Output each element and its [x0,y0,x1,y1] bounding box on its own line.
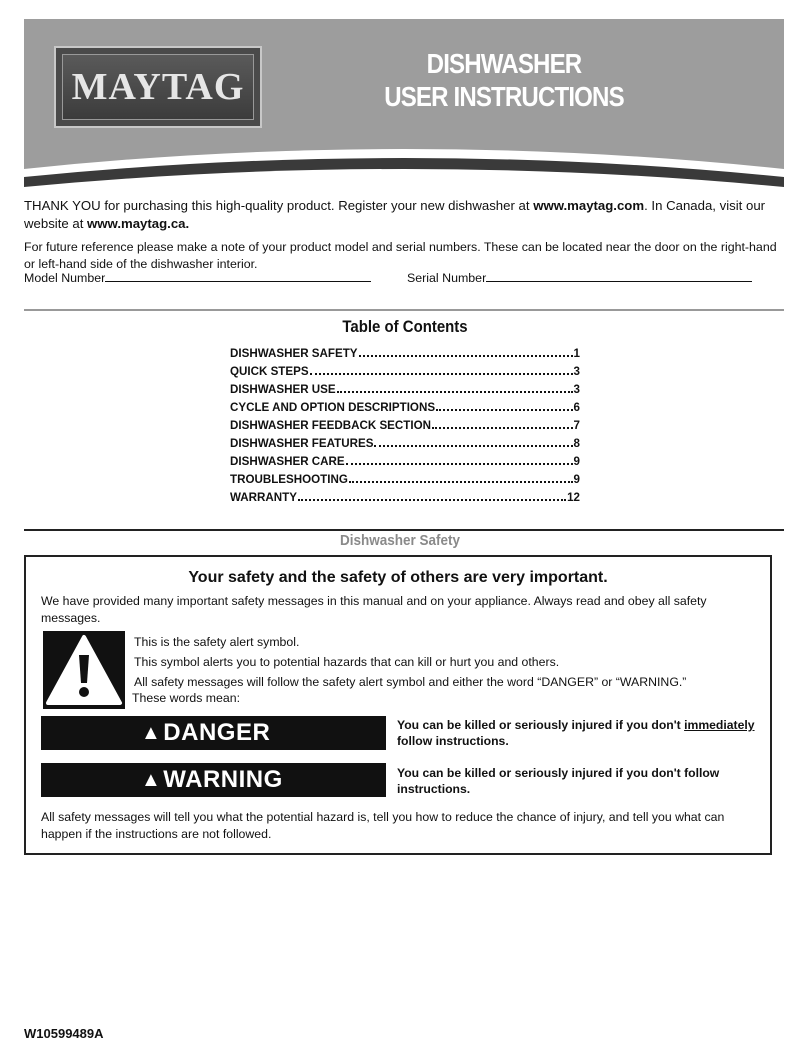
toc-item-label: DISHWASHER CARE [230,455,345,468]
symbol-line-4: These words mean: [132,691,240,705]
toc-leader-dots [359,355,573,357]
toc-item-label: DISHWASHER SAFETY [230,347,358,360]
thanks-middle-text: . In Canada, visit our website at [24,198,766,231]
toc-item-label: DISHWASHER FEATURES [230,437,374,450]
safety-intro: We have provided many important safety messages in this manual and on your appliance. Always read and obey all safety messages. [41,594,707,625]
toc-leader-dots [346,463,573,465]
serial-number-line[interactable] [486,269,752,282]
toc-leader-dots [337,391,573,393]
title-line-1: DISHWASHER [426,48,582,79]
warning-banner [41,763,386,797]
document-code: W10599489A [24,1026,104,1041]
model-number-line[interactable] [105,269,371,282]
danger-label: DANGER [163,719,271,746]
toc-item-label: WARRANTY [230,491,297,504]
toc-item-page: 9 [573,473,580,486]
toc-item-page: 7 [573,419,580,432]
maytag-com-link[interactable]: www.maytag.com [533,198,645,213]
toc-item-page: 8 [573,437,580,450]
header-banner [24,19,784,193]
warning-triangle-icon: ▲ [141,721,162,744]
symbol-line-3: All safety messages will follow the safety alert symbol and either the word “DANGER” or “WARNING.” [134,675,687,689]
danger-description [397,717,767,749]
toc-item[interactable] [230,342,580,360]
model-number-field[interactable] [24,269,371,285]
toc-leader-dots [349,481,573,483]
document-title [375,47,633,113]
toc-leader-dots [436,409,572,411]
toc-leader-dots [374,445,572,447]
warning-triangle-icon: ▲ [141,768,162,791]
toc-leader-dots [310,373,573,375]
symbol-line-2: This symbol alerts you to potential hazards that can kill or hurt you and others. [134,655,560,669]
thanks-text: THANK YOU for purchasing this high-quality product. Register your new dishwasher at [24,198,534,213]
warning-description: You can be killed or seriously injured if you don't follow instructions. [397,766,720,796]
toc-item[interactable] [230,414,580,432]
serial-number-field[interactable] [407,269,752,285]
danger-text: You can be killed or seriously injured if you don't [397,718,685,732]
maytag-logo [54,46,262,128]
toc-item-page: 6 [573,401,580,414]
toc-item-page: 3 [573,383,580,396]
toc-item-label: TROUBLESHOOTING [230,473,348,486]
toc-item[interactable] [230,468,580,486]
safety-closing: All safety messages will tell you what the potential hazard is, tell you how to reduce the chance of injury, and tell you what can happen if the instructions are not followed. [41,810,725,841]
toc-item[interactable] [230,396,580,414]
danger-emphasis: immediately [684,718,755,732]
toc-item-label: CYCLE AND OPTION DESCRIPTIONS [230,401,436,414]
toc-item-page: 9 [573,455,580,468]
model-number-label: Model Number [24,271,106,285]
safety-heading: Your safety and the safety of others are very important. [188,569,608,586]
safety-box [24,555,772,855]
danger-text-end: follow instructions. [397,734,509,748]
serial-number-label: Serial Number [407,271,487,285]
toc-item[interactable] [230,432,580,450]
toc-leader-dots [298,499,566,501]
maytag-ca-link[interactable]: www.maytag.ca. [87,216,190,231]
safety-alert-icon [43,631,125,709]
table-of-contents [230,342,580,504]
toc-item[interactable] [230,486,580,504]
reference-paragraph: For future reference please make a note of your product model and serial numbers. These can be located near the door on the right-hand or left-hand side of the dishwasher interior. [24,240,777,271]
toc-item[interactable] [230,360,580,378]
warning-label: WARNING [163,766,283,793]
toc-item-page: 3 [573,365,580,378]
toc-item[interactable] [230,378,580,396]
thank-you-paragraph [24,197,789,233]
section-rule [24,529,784,531]
toc-item-page: 1 [573,347,580,360]
toc-title: Table of Contents [342,317,468,336]
symbol-line-1: This is the safety alert symbol. [134,635,300,649]
section-title: Dishwasher Safety [339,532,461,549]
intro-section [24,197,789,279]
toc-item-label: DISHWASHER USE [230,383,336,396]
logo-text: MAYTAG [71,66,245,108]
toc-item[interactable] [230,450,580,468]
toc-item-label: DISHWASHER FEEDBACK SECTION [230,419,431,432]
toc-item-page: 12 [567,491,580,504]
divider-rule [24,309,784,311]
toc-leader-dots [432,427,573,429]
danger-banner [41,716,386,750]
title-line-2: USER INSTRUCTIONS [384,81,624,112]
toc-item-label: QUICK STEPS [230,365,309,378]
